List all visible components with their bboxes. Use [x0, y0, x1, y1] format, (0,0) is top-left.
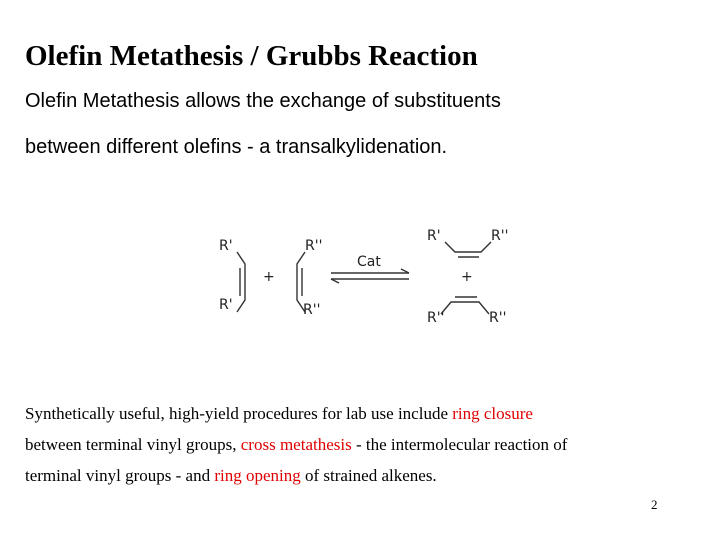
body-line-2	[25, 435, 705, 455]
product-1	[427, 228, 508, 257]
body-line-1	[25, 404, 705, 424]
ring-opening-highlight: ring opening	[214, 466, 301, 485]
body-line-3-tail: of strained alkenes.	[300, 466, 437, 485]
product-2-bond	[441, 302, 489, 314]
body-line-2-text: between terminal vinyl groups,	[25, 435, 241, 454]
intro-line-1: Olefin Metathesis allows the exchange of substituents	[25, 90, 501, 112]
reactant-2	[297, 238, 322, 318]
product-1-left-label: R'	[427, 228, 441, 244]
catalyst-label: Cat	[357, 254, 381, 270]
cross-metathesis-highlight: cross metathesis	[240, 435, 352, 454]
product-1-bond	[445, 242, 491, 252]
reactant-2-top-label: R''	[305, 238, 323, 254]
reactant-1-bond	[237, 252, 245, 312]
equilibrium-arrows	[331, 254, 409, 283]
reactant-1-top-label: R'	[219, 238, 233, 254]
plus-sign-2: +	[461, 269, 473, 285]
page-number: 2	[651, 497, 658, 512]
body-line-2-tail: - the intermolecular reaction of	[351, 435, 568, 454]
product-2-left-label: R''	[427, 310, 445, 326]
product-2	[427, 297, 506, 326]
metathesis-scheme	[205, 222, 525, 332]
intro-line-2: between different olefins - a transalkylidenation.	[25, 136, 448, 158]
reactant-2-bottom-label: R''	[303, 302, 321, 318]
product-2-right-label: R''	[489, 310, 507, 326]
reactant-1-bottom-label: R'	[219, 297, 233, 313]
plus-sign-1: +	[263, 269, 275, 285]
body-line-3-text: terminal vinyl groups - and	[25, 466, 215, 485]
reactant-1	[219, 238, 245, 313]
product-1-right-label: R''	[491, 228, 509, 244]
ring-closure-highlight: ring closure	[452, 404, 533, 423]
body-line-3	[25, 466, 705, 486]
slide-title: Olefin Metathesis / Grubbs Reaction	[25, 40, 478, 72]
body-line-1-text: Synthetically useful, high-yield procedures for lab use include	[25, 404, 453, 423]
